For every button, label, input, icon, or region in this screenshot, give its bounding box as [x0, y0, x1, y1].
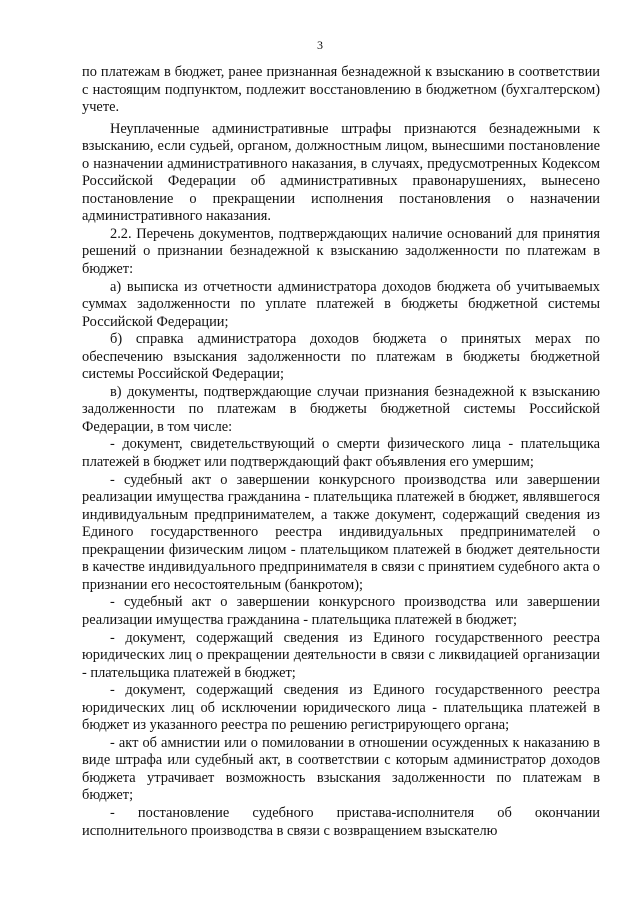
list-item-bankruptcy-citizen: - судебный акт о завершении конкурсного производства или завершении реализации имущества гражданина - плательщика платежей в бюджет; — [82, 594, 600, 628]
list-item-exclusion: - документ, содержащий сведения из Единого государственного реестра юридических лиц об исключении юридического лица - плательщика платежей в бюджет из указанного реестра по решению регистрирующего органа; — [82, 682, 600, 734]
paragraph-fines: Неуплаченные административные штрафы признаются безнадежными к взысканию, если судьей, органом, должностным лицом, вынесшими постановление о назначении административного наказания, в случаях, предусмотренных Кодексом Российской Федерации об административных правонарушениях, вынесено постановление о прекращении исполнения постановления о назначении административного наказания. — [82, 120, 600, 225]
paragraph-item-v: в) документы, подтверждающие случаи признания безнадежной к взысканию задолженности по платежам в бюджеты бюджетной системы Российской Федерации, в том числе: — [82, 383, 600, 435]
paragraph-item-b: б) справка администратора доходов бюджета о принятых мерах по обеспечению взыскания задолженности по платежам в бюджеты бюджетной системы Российской Федерации; — [82, 331, 600, 383]
document-body — [82, 64, 600, 840]
page-number: 3 — [317, 38, 323, 52]
list-item-liquidation: - документ, содержащий сведения из Единого государственного реестра юридических лиц о прекращении деятельности в связи с ликвидацией организации - плательщика платежей в бюджет; — [82, 629, 600, 681]
paragraph-continuation: по платежам в бюджет, ранее признанная безнадежной к взысканию в соответствии с настоящим подпунктом, подлежит восстановлению в бюджетном (бухгалтерском) учете. — [82, 64, 600, 116]
list-item-bailiff-resolution: - постановление судебного пристава-исполнителя об окончании исполнительного производства в связи с возвращением взыскателю — [82, 804, 600, 839]
paragraph-2-2: 2.2. Перечень документов, подтверждающих наличие оснований для принятия решений о признании безнадежной к взысканию задолженности по платежам в бюджет: — [82, 225, 600, 278]
list-item-death-document: - документ, свидетельствующий о смерти физического лица - плательщика платежей в бюджет или подтверждающий факт объявления его умершим; — [82, 436, 600, 471]
list-item-amnesty: - акт об амнистии или о помиловании в отношении осужденных к наказанию в виде штрафа или судебный акт, в соответствии с которым администратор доходов бюджета утрачивает возможность взыскания задолженности по платежам в бюджет; — [82, 734, 600, 804]
paragraph-item-a: а) выписка из отчетности администратора доходов бюджета об учитываемых суммах задолженности по уплате платежей в бюджеты бюджетной системы Российской Федерации; — [82, 278, 600, 330]
list-item-bankruptcy-entrepreneur: - судебный акт о завершении конкурсного производства или завершении реализации имущества гражданина - плательщика платежей в бюджет, являвшегося индивидуальным предпринимателем, а также документ, содержащий сведения из Единого государственного реестра индивидуальных предпринимателей о прекращении физическим лицом - плательщиком платежей в бюджет деятельности в качестве индивидуального предпринимателя в связи с принятием судебного акта о признании его несостоятельным (банкротом); — [82, 471, 600, 593]
